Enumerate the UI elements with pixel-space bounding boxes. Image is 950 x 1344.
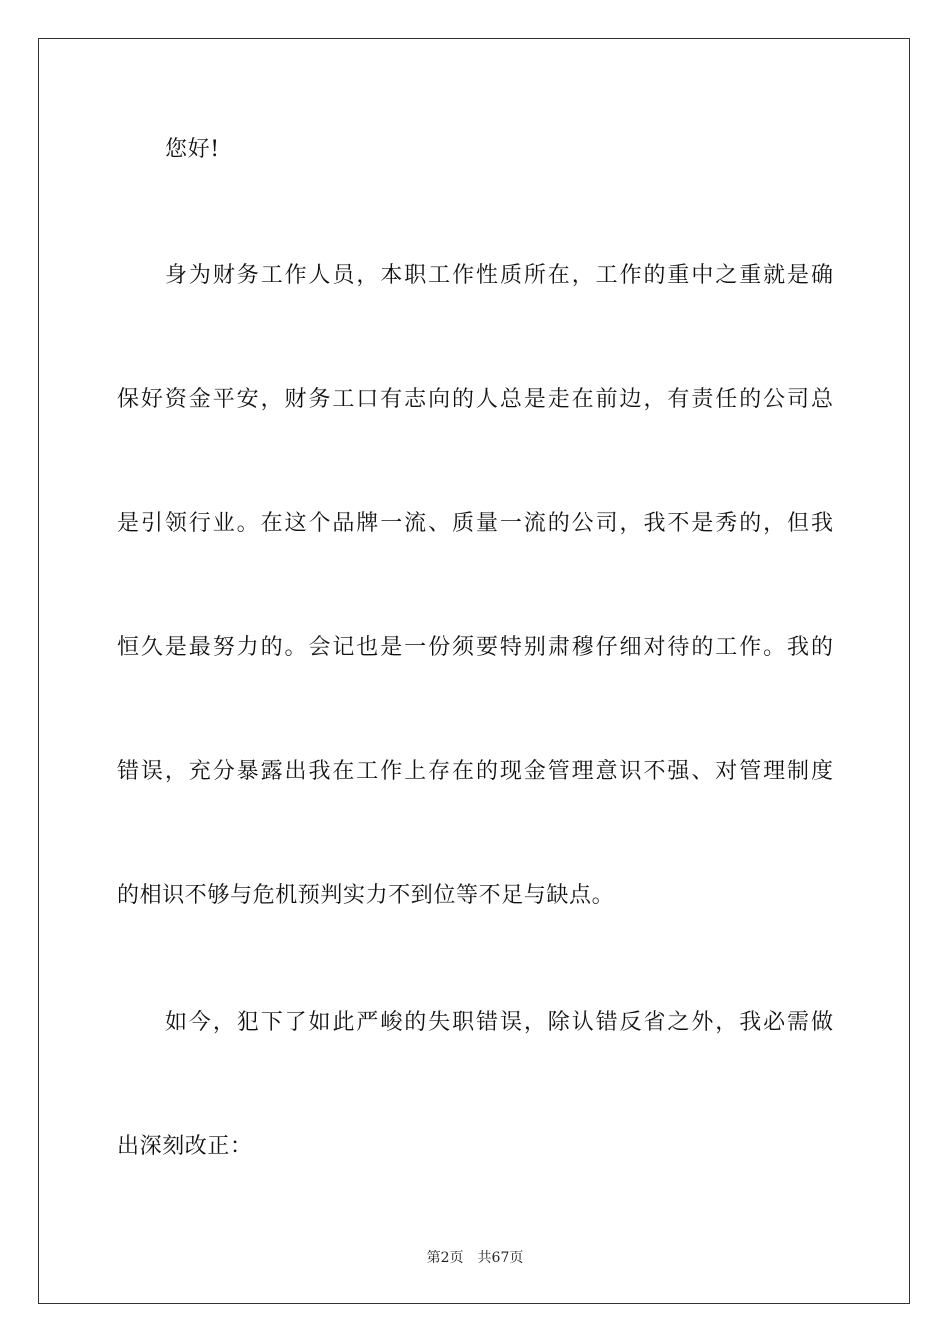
- paragraph-line: 是引领行业。在这个品牌一流、质量一流的公司，我不是秀的，但我: [117, 511, 833, 536]
- paragraph-line: 身为财务工作人员，本职工作性质所在，工作的重中之重就是确: [165, 263, 833, 288]
- greeting-line: 您好!: [165, 137, 220, 162]
- paragraph-line: 错误，充分暴露出我在工作上存在的现金管理意识不强、对管理制度: [117, 759, 833, 784]
- page-footer: [0, 1249, 950, 1267]
- paragraph-line: 出深刻改正：: [117, 1134, 253, 1159]
- page-number-total: 共67页: [477, 1250, 524, 1266]
- paragraph-line: 的相识不够与危机预判实力不到位等不足与缺点。: [117, 883, 615, 908]
- paragraph-line: 如今，犯下了如此严峻的失职错误，除认错反省之外，我必需做: [165, 1010, 833, 1035]
- page-number-current: 第2页: [426, 1250, 464, 1266]
- page-border: [38, 38, 910, 1304]
- paragraph-line: 保好资金平安，财务工口有志向的人总是走在前边，有责任的公司总: [117, 387, 833, 412]
- paragraph-line: 恒久是最努力的。会记也是一份须要特别肃穆仔细对待的工作。我的: [117, 635, 833, 660]
